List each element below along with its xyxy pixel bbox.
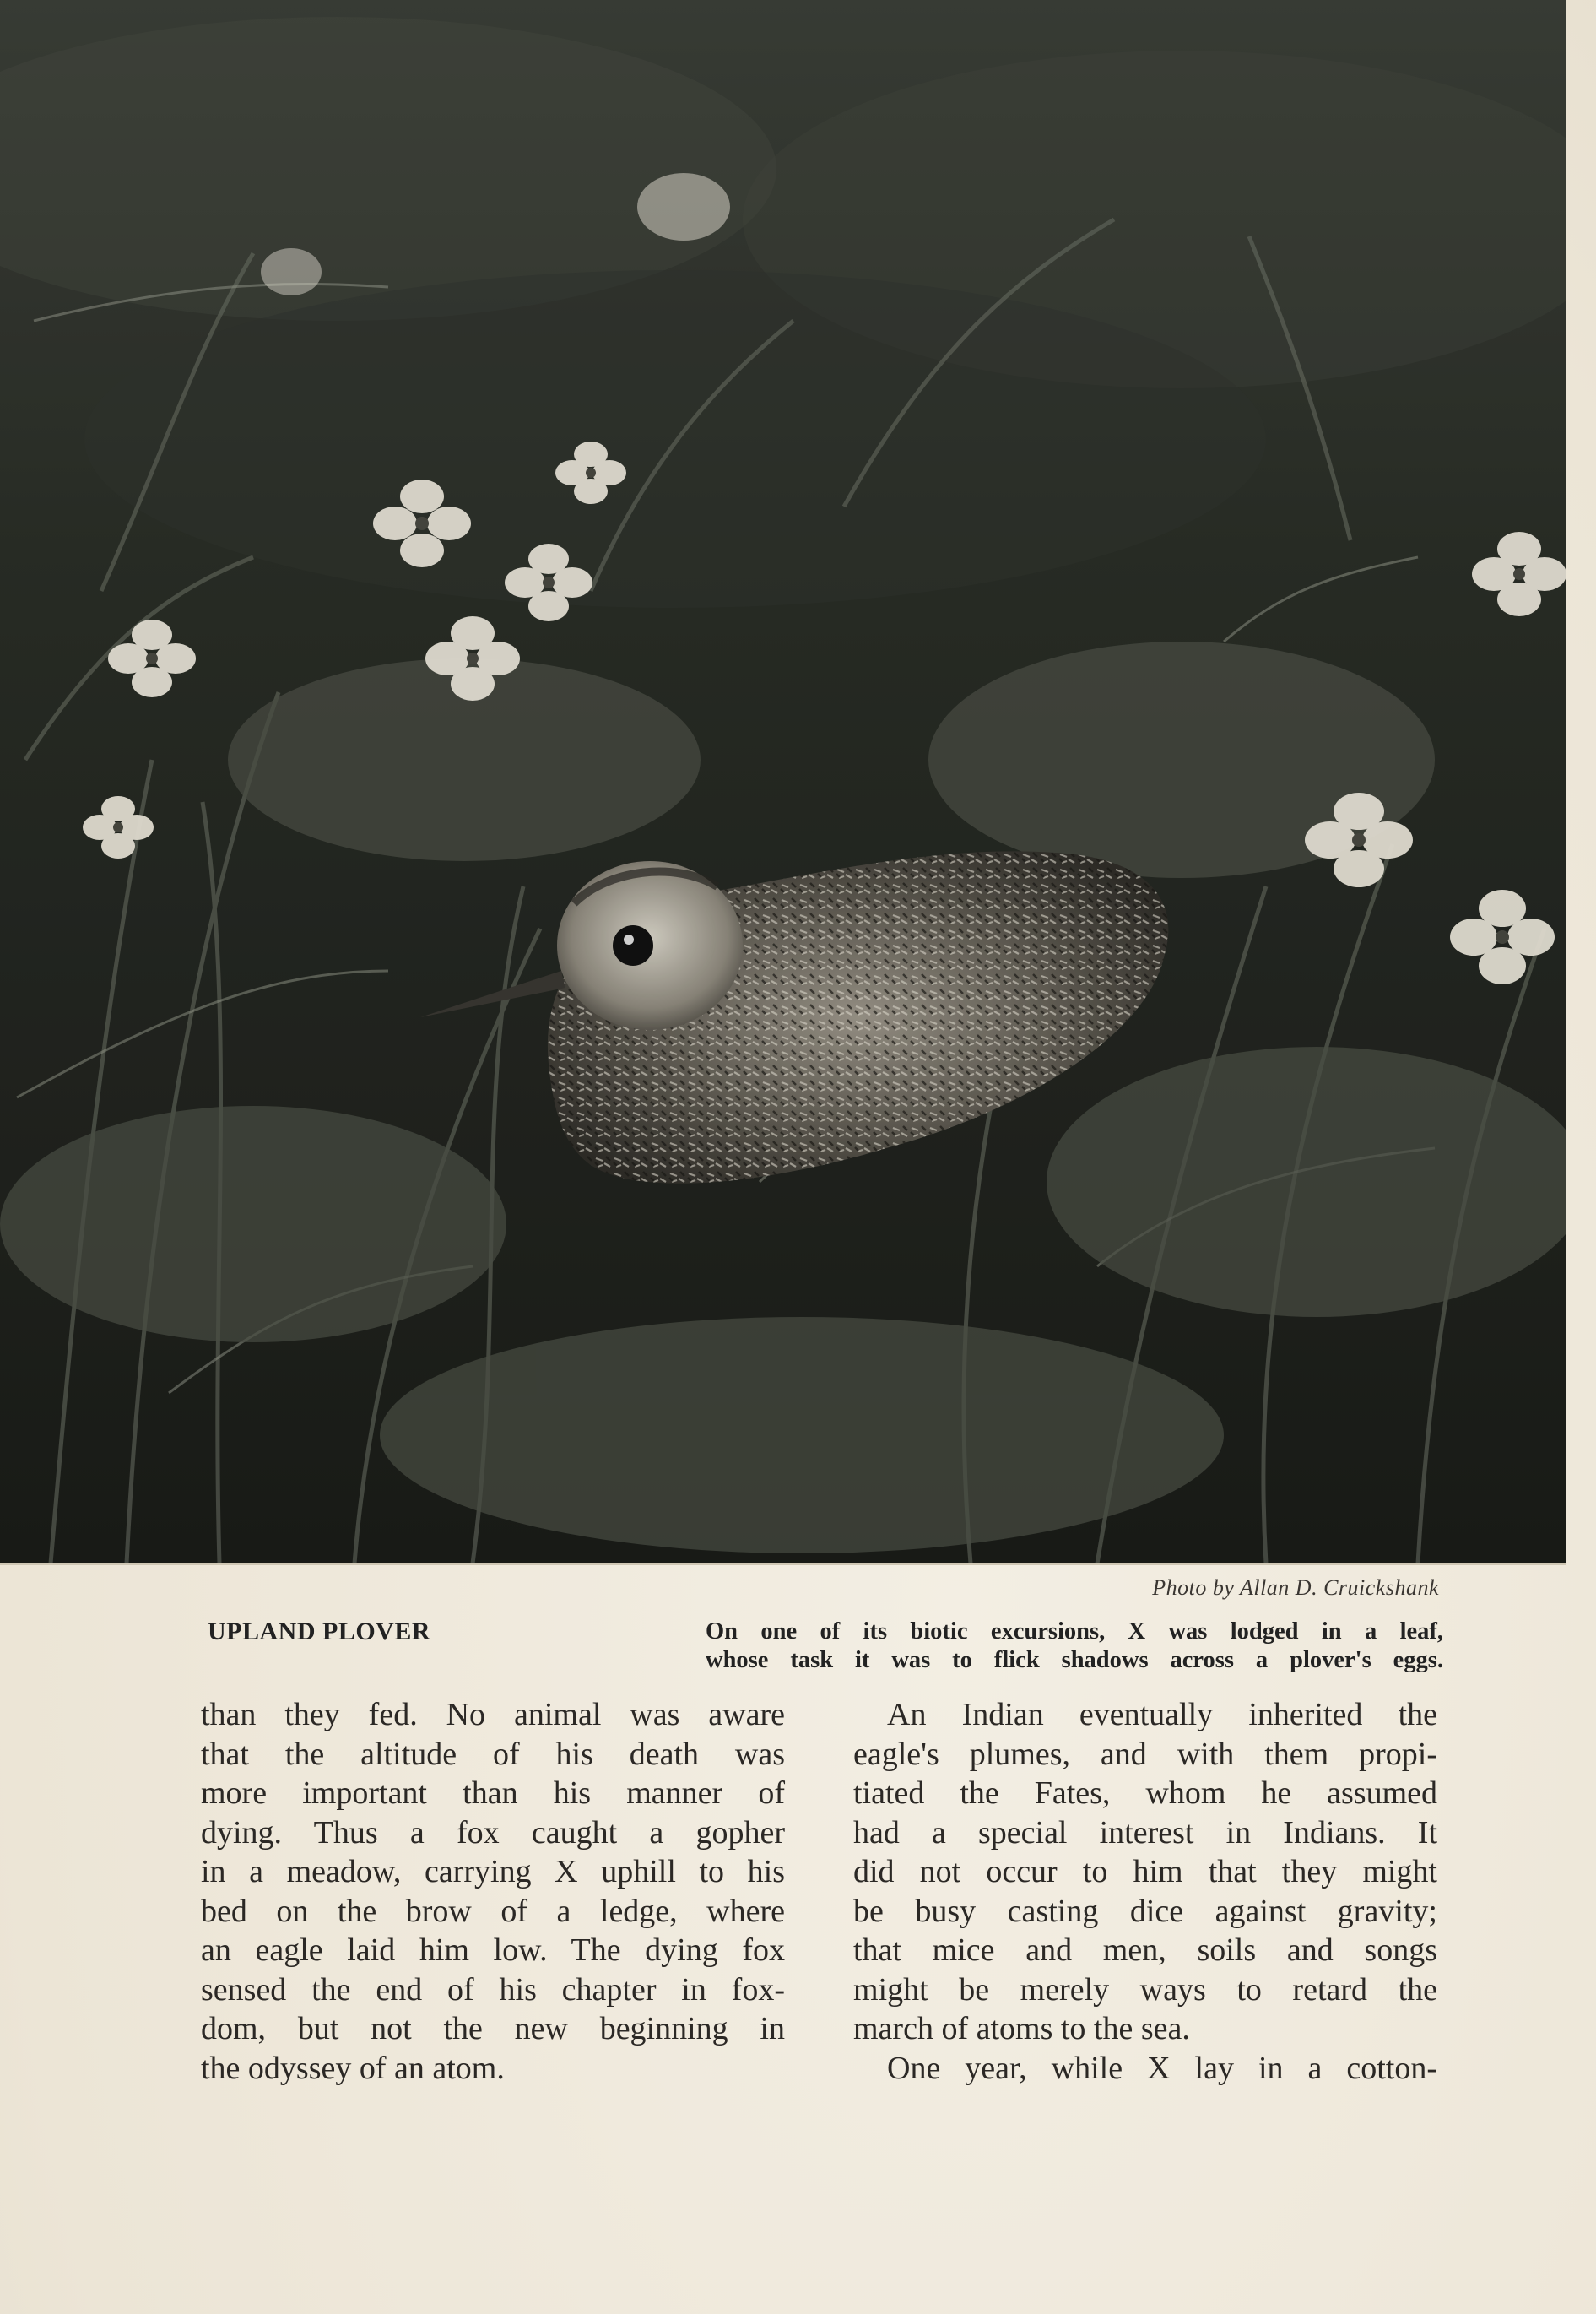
photo-caption	[706, 1618, 1443, 1675]
photo-label: UPLAND PLOVER	[208, 1618, 431, 1645]
body-line: One year, while X lay in a cotton-	[887, 2050, 1437, 2086]
body-line: eagle's plumes, and with them propi-	[853, 1736, 1437, 1772]
body-line: tiated the Fates, whom he assumed	[853, 1775, 1437, 1811]
body-line: in a meadow, carrying X uphill to his	[201, 1854, 785, 1889]
body-line: did not occur to him that they might	[853, 1854, 1437, 1889]
body-line: than they fed. No animal was aware	[201, 1697, 785, 1732]
body-line: bed on the brow of a ledge, where	[201, 1893, 785, 1929]
body-line: An Indian eventually inherited the	[887, 1697, 1437, 1732]
body-line: be busy casting dice against gravity;	[853, 1893, 1437, 1929]
caption-line: whose task it was to flick shadows across a plover's eggs.	[706, 1647, 1443, 1673]
body-line: that mice and men, soils and songs	[853, 1932, 1437, 1968]
body-line: dom, but not the new beginning in	[201, 2011, 785, 2046]
body-line: that the altitude of his death was	[201, 1736, 785, 1772]
body-line: the odyssey of an atom.	[201, 2050, 505, 2086]
body-line: dying. Thus a fox caught a gopher	[201, 1814, 785, 1851]
body-line: had a special interest in Indians. It	[853, 1814, 1437, 1851]
body-line: sensed the end of his chapter in fox-	[201, 1971, 785, 2008]
body-line: more important than his manner of	[201, 1775, 785, 1811]
photo-credit: Photo by Allan D. Cruickshank	[1152, 1575, 1439, 1600]
right-text-column	[853, 1695, 1437, 2088]
caption-line: On one of its biotic excursions, X was lodged in a leaf,	[706, 1618, 1443, 1645]
photo-bottom-edge	[0, 1563, 1566, 1565]
body-line: might be merely ways to retard the	[853, 1971, 1437, 2008]
body-line: an eagle laid him low. The dying fox	[201, 1932, 785, 1968]
left-text-column	[201, 1695, 785, 2088]
body-line: march of atoms to the sea.	[853, 2011, 1190, 2046]
